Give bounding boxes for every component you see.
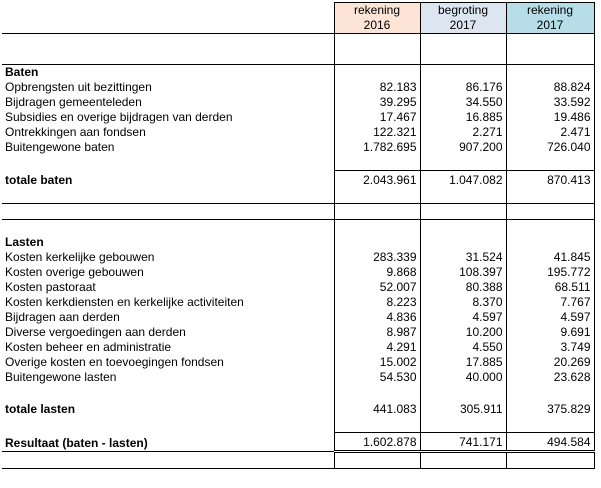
header-text: begroting	[437, 3, 489, 17]
cell[interactable]	[334, 49, 420, 65]
row-label[interactable]: Bijdragen gemeenteleden	[5, 95, 142, 109]
row-value[interactable]: 20.269	[506, 355, 594, 370]
cell[interactable]	[334, 204, 420, 220]
resultaat-value[interactable]: 741.171	[420, 433, 506, 452]
cell[interactable]	[420, 188, 506, 204]
total-value[interactable]: 441.083	[334, 400, 420, 417]
table-row	[2, 340, 594, 355]
row-value[interactable]: 17.885	[420, 355, 506, 370]
cell[interactable]	[420, 204, 506, 220]
table-row	[2, 280, 594, 295]
resultaat-value[interactable]: 1.602.878	[334, 433, 420, 452]
header-text: rekening	[353, 3, 401, 17]
row-label[interactable]: Kosten overige gebouwen	[5, 265, 144, 279]
resultaat-row	[2, 433, 594, 452]
row-label[interactable]: Kosten kerkdiensten en kerkelijke activiteiten	[5, 295, 244, 309]
cell[interactable]	[506, 220, 594, 236]
cell[interactable]	[2, 34, 334, 50]
row-label[interactable]: Kosten beheer en administratie	[5, 340, 172, 354]
total-value[interactable]: 870.413	[506, 171, 594, 189]
header-rekening-2017[interactable]	[506, 3, 594, 34]
table-row	[2, 140, 594, 155]
cell[interactable]	[2, 188, 334, 204]
row-value[interactable]: 16.885	[420, 110, 506, 125]
cell[interactable]	[334, 188, 420, 204]
table-row	[2, 125, 594, 140]
blank-row	[2, 385, 594, 400]
row-value[interactable]: 33.592	[506, 95, 594, 110]
row-value[interactable]: 907.200	[420, 140, 506, 155]
cell[interactable]	[334, 235, 420, 250]
total-label[interactable]: totale baten	[5, 173, 73, 187]
header-rekening-2016[interactable]	[334, 3, 420, 34]
row-value[interactable]: 8.223	[334, 295, 420, 310]
cell[interactable]	[334, 452, 420, 469]
row-value[interactable]: 4.291	[334, 340, 420, 355]
cell[interactable]	[420, 385, 506, 400]
row-value[interactable]: 195.772	[506, 265, 594, 280]
row-label[interactable]: Overige kosten en toevoegingen fondsen	[5, 355, 224, 369]
resultaat-label[interactable]: Resultaat (baten - lasten)	[5, 436, 148, 450]
header-year: 2016	[363, 18, 391, 32]
row-value[interactable]: 34.550	[420, 95, 506, 110]
row-label[interactable]: Buitengewone baten	[5, 140, 115, 154]
row-value[interactable]: 122.321	[334, 125, 420, 140]
cell[interactable]	[506, 417, 594, 433]
row-value[interactable]: 9.868	[334, 265, 420, 280]
cell[interactable]	[506, 65, 594, 81]
row-value[interactable]: 31.524	[420, 250, 506, 265]
table-row	[2, 370, 594, 385]
row-value[interactable]: 52.007	[334, 280, 420, 295]
row-value[interactable]: 54.530	[334, 370, 420, 385]
cell[interactable]	[334, 155, 420, 171]
row-value[interactable]: 10.200	[420, 325, 506, 340]
table-row	[2, 295, 594, 310]
cell[interactable]	[506, 49, 594, 65]
row-value[interactable]: 88.824	[506, 80, 594, 95]
blank-row	[2, 220, 594, 236]
section-title-baten[interactable]: Baten	[5, 65, 39, 79]
table-row	[2, 325, 594, 340]
blank-row	[2, 49, 594, 65]
row-label[interactable]: Opbrengsten uit bezittingen	[5, 80, 152, 94]
row-value[interactable]: 2.271	[420, 125, 506, 140]
total-label[interactable]: totale lasten	[5, 402, 76, 416]
total-value[interactable]: 2.043.961	[334, 171, 420, 189]
row-label[interactable]: Kosten pastoraat	[5, 280, 96, 294]
row-value[interactable]: 4.836	[334, 310, 420, 325]
baten-rows	[2, 80, 594, 155]
blank-row	[2, 34, 594, 50]
total-value[interactable]: 1.047.082	[420, 171, 506, 189]
cell[interactable]	[2, 49, 334, 65]
table-row	[2, 95, 594, 110]
row-label[interactable]: Diverse vergoedingen aan derden	[5, 325, 186, 339]
row-value[interactable]: 108.397	[420, 265, 506, 280]
cell[interactable]	[2, 385, 334, 400]
header-year: 2017	[449, 18, 477, 32]
table-row	[2, 355, 594, 370]
row-value[interactable]: 23.628	[506, 370, 594, 385]
cell[interactable]	[420, 235, 506, 250]
cell[interactable]	[506, 235, 594, 250]
table-row	[2, 250, 594, 265]
blank-row	[2, 417, 594, 433]
table-row	[2, 80, 594, 95]
row-value[interactable]: 3.749	[506, 340, 594, 355]
cell[interactable]	[2, 417, 334, 433]
total-row-baten	[2, 171, 594, 189]
table-row	[2, 310, 594, 325]
cell[interactable]	[2, 204, 334, 220]
cell[interactable]	[420, 220, 506, 236]
cell[interactable]	[334, 417, 420, 433]
cell[interactable]	[420, 452, 506, 469]
row-value[interactable]: 68.511	[506, 280, 594, 295]
cell[interactable]	[506, 204, 594, 220]
cell[interactable]	[506, 155, 594, 171]
row-label[interactable]: Kosten kerkelijke gebouwen	[5, 250, 155, 264]
cell[interactable]	[420, 49, 506, 65]
row-value[interactable]: 283.339	[334, 250, 420, 265]
row-value[interactable]: 4.597	[506, 310, 594, 325]
table-row	[2, 265, 594, 280]
row-label[interactable]: Ontrekkingen aan fondsen	[5, 125, 146, 139]
blank-row	[2, 204, 594, 220]
row-value[interactable]: 19.486	[506, 110, 594, 125]
cell[interactable]	[334, 385, 420, 400]
row-label[interactable]: Buitengewone lasten	[5, 370, 117, 384]
total-row-lasten	[2, 400, 594, 417]
table-row	[2, 110, 594, 125]
cell[interactable]	[506, 452, 594, 469]
budget-table	[2, 2, 595, 469]
row-label[interactable]: Subsidies en overige bijdragen van derden	[5, 110, 233, 124]
cell[interactable]	[2, 155, 334, 171]
row-label[interactable]: Bijdragen aan derden	[5, 310, 120, 324]
blank-row	[2, 188, 594, 204]
section-title-lasten[interactable]: Lasten	[5, 235, 44, 249]
row-value[interactable]: 4.550	[420, 340, 506, 355]
row-value[interactable]: 726.040	[506, 140, 594, 155]
row-value[interactable]: 8.370	[420, 295, 506, 310]
cell[interactable]	[420, 155, 506, 171]
row-value[interactable]: 4.597	[420, 310, 506, 325]
cell[interactable]	[334, 65, 420, 81]
row-value[interactable]: 8.987	[334, 325, 420, 340]
cell[interactable]	[334, 220, 420, 236]
cell[interactable]	[420, 65, 506, 81]
blank-row	[2, 452, 594, 469]
row-value[interactable]: 17.467	[334, 110, 420, 125]
row-value[interactable]: 2.471	[506, 125, 594, 140]
section-title-row	[2, 235, 594, 250]
cell[interactable]	[420, 34, 506, 50]
total-value[interactable]: 305.911	[420, 400, 506, 417]
cell[interactable]	[2, 220, 334, 236]
row-value[interactable]: 7.767	[506, 295, 594, 310]
row-value[interactable]: 80.388	[420, 280, 506, 295]
row-value[interactable]: 86.176	[420, 80, 506, 95]
cell[interactable]	[506, 34, 594, 50]
cell[interactable]	[420, 417, 506, 433]
row-value[interactable]: 82.183	[334, 80, 420, 95]
cell[interactable]	[334, 34, 420, 50]
row-value[interactable]: 9.691	[506, 325, 594, 340]
header-year: 2017	[536, 18, 564, 32]
cell[interactable]	[506, 188, 594, 204]
lasten-rows	[2, 250, 594, 385]
row-value[interactable]: 15.002	[334, 355, 420, 370]
header-row	[2, 3, 594, 34]
cell[interactable]	[506, 385, 594, 400]
header-text: rekening	[526, 3, 574, 17]
blank-row	[2, 155, 594, 171]
total-value[interactable]: 375.829	[506, 400, 594, 417]
header-label-cell[interactable]	[2, 3, 334, 34]
resultaat-value[interactable]: 494.584	[506, 433, 594, 452]
section-title-row	[2, 65, 594, 81]
row-value[interactable]: 41.845	[506, 250, 594, 265]
row-value[interactable]: 40.000	[420, 370, 506, 385]
cell[interactable]	[2, 452, 334, 469]
row-value[interactable]: 39.295	[334, 95, 420, 110]
row-value[interactable]: 1.782.695	[334, 140, 420, 155]
header-begroting-2017[interactable]	[420, 3, 506, 34]
